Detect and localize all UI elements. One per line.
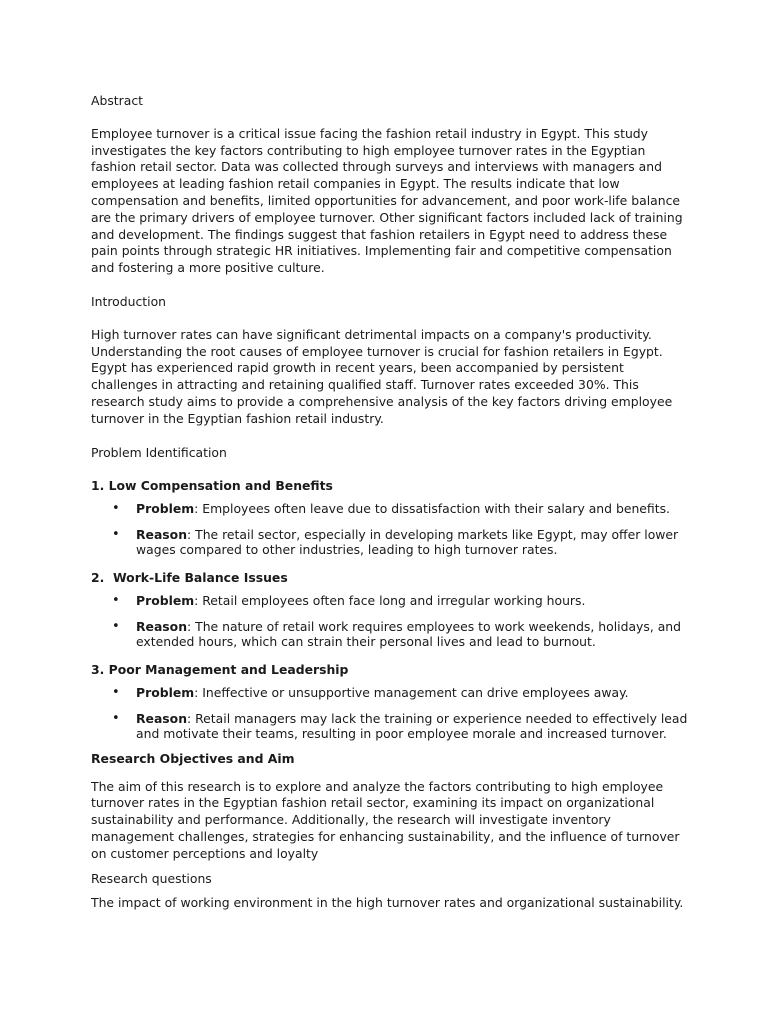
section-3-bullets [91,685,691,741]
reason-text: : The retail sector, especially in developing markets like Egypt, may offer lower wages compared to other industries, leading to high turnover rates. [136,527,679,558]
reason-label: Reason [136,618,188,634]
section-2-bullets [91,593,691,649]
problem-label: Problem [136,684,195,700]
problem-identification-heading: Problem Identification [91,444,227,460]
section-3-title: 3. Poor Management and Leadership [91,661,349,677]
introduction-heading: Introduction [91,293,167,309]
introduction-body: High turnover rates can have significant detrimental impacts on a company's productivity. Understanding the root causes of employee turnover is crucial for fashion retailers in Egypt. Egypt has experienced rapid growth in recent years, been accompanied by persistent challenges in attracting and retaining qualified staff. Turnover rates exceeded 30%. This research study aims to provide a comprehensive analysis of the key factors driving employee turnover in the Egyptian fashion retail industry. [91,326,673,426]
problem-label: Problem [136,501,195,517]
abstract-body: Employee turnover is a critical issue facing the fashion retail industry in Egypt. This study investigates the key factors contributing to high employee turnover rates in the Egyptian fashion retail sector. Data was collected through surveys and interviews with managers and employees at leading fashion retail companies in Egypt. The results indicate that low compensation and benefits, limited opportunities for advancement, and poor work-life balance are the primary drivers of employee turnover. Other significant factors included lack of training and development. The findings suggest that fashion retailers in Egypt need to address these pain points through strategic HR initiatives. Implementing fair and competitive compensation and fostering a more positive culture. [91,125,683,276]
section-1-bullets [91,501,691,557]
section-1-problem [91,501,691,516]
problem-text: : Retail employees often face long and irregular working hours. [194,592,586,608]
problem-label: Problem [136,592,195,608]
reason-label: Reason [136,527,188,543]
problem-text: : Employees often leave due to dissatisfaction with their salary and benefits. [194,501,670,517]
reason-text: : The nature of retail work requires employees to work weekends, holidays, and extended hours, which can strain their personal lives and lead to burnout. [136,618,682,649]
document-page [91,93,691,912]
section-2-title: 2. Work-Life Balance Issues [91,570,288,586]
section-3-problem [91,685,691,700]
reason-text: : Retail managers may lack the training or experience needed to effectively lead and motivate their teams, resulting in poor employee morale and increased turnover. [136,710,688,741]
research-questions-body: The impact of working environment in the high turnover rates and organizational sustainability. [91,895,684,911]
reason-label: Reason [136,710,188,726]
section-1-title: 1. Low Compensation and Benefits [91,478,333,494]
research-objectives-heading: Research Objectives and Aim [91,750,295,766]
section-2-reason [91,619,691,649]
section-2-problem [91,593,691,608]
section-3-reason [91,711,691,741]
research-objectives-body: The aim of this research is to explore and analyze the factors contributing to high employee turnover rates in the Egyptian fashion retail sector, examining its impact on organizational sustainability and performance. Additionally, the research will investigate inventory management challenges, strategies for enhancing sustainability, and the influence of turnover on customer perceptions and loyalty [91,778,680,861]
abstract-heading: Abstract [91,93,144,108]
research-questions-heading: Research questions [91,870,212,886]
problem-text: : Ineffective or unsupportive management can drive employees away. [194,684,629,700]
section-1-reason [91,527,691,557]
